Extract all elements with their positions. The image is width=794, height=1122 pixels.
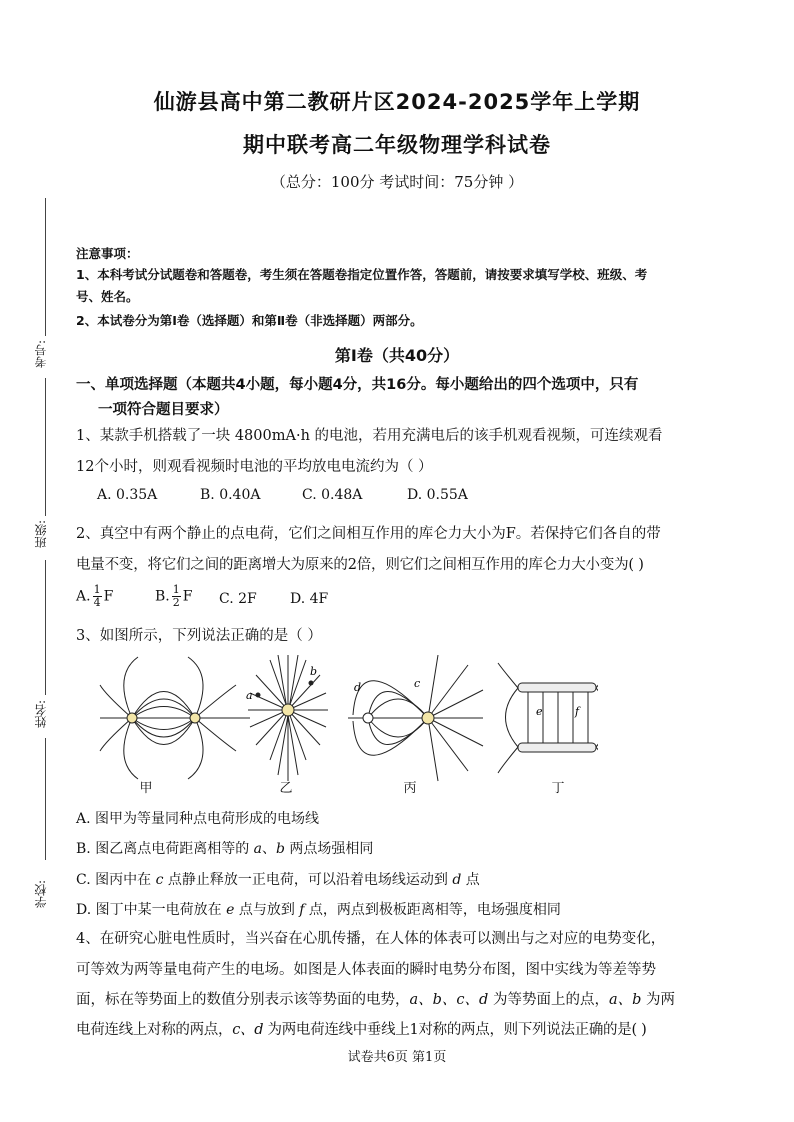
- q2-line2: 电量不变，将它们之间的距离增大为原来的2倍，则它们之间相互作用的库仑力大小变为( ): [76, 557, 644, 573]
- var: f: [299, 902, 305, 918]
- text: 点静止释放一正电荷，可以沿着电场线运动到: [163, 872, 453, 888]
- part1-heading-a: 一、单项选择题（本题共4小题，每小题4分，共16分。每小题给出的四个选项中，只有: [76, 377, 639, 393]
- q1-option-b: B. 0.40A: [200, 487, 261, 503]
- text: B. 图乙离点电荷距离相等的: [76, 841, 254, 857]
- name-label: 姓名:: [34, 700, 48, 729]
- q4-line4: [76, 1018, 726, 1039]
- exam-subtitle: （总分：100分 考试时间：75分钟 ）: [270, 173, 524, 191]
- q2-option-d: D. 4F: [290, 591, 329, 607]
- page-footer: 试卷共6页 第1页: [347, 1050, 447, 1065]
- text: 为两: [641, 992, 675, 1008]
- figure-label-ding: 丁: [551, 781, 565, 796]
- figure-jia: [100, 657, 250, 779]
- point-a-label: a: [246, 689, 253, 702]
- q3-option-a: A. 图甲为等量同种点电荷形成的电场线: [76, 811, 320, 827]
- text: 为两电荷连线中垂线上1对称的两点，则下列说法正确的是( ): [263, 1022, 647, 1038]
- option-unit: F: [182, 588, 193, 605]
- text: 、: [262, 841, 276, 857]
- binding-line: [45, 560, 46, 695]
- var: a、b、c、d: [409, 992, 489, 1008]
- school-label: 学校:: [34, 880, 48, 909]
- section-title: 第Ⅰ卷（共40分）: [334, 346, 460, 365]
- var: c、d: [232, 1022, 264, 1038]
- q1-option-a: A. 0.35A: [97, 487, 158, 503]
- binding-line: [45, 738, 46, 860]
- exam-title-line1: 仙游县高中第二教研片区2024-2025学年上学期: [153, 90, 641, 114]
- q3-figures: [98, 655, 598, 785]
- figure-bing: [348, 655, 483, 781]
- q2-option-c: C. 2F: [219, 591, 257, 607]
- point-f-label: f: [575, 705, 580, 718]
- binding-line: [45, 378, 46, 516]
- text: 面，标在等势面上的数值分别表示该等势面的电势，: [76, 992, 410, 1008]
- point-b-label: b: [310, 665, 318, 678]
- notice-item-1a: 1、本科考试分试题卷和答题卷，考生须在答题卷指定位置作答，答题前，请按要求填写学校、班级、考: [76, 267, 648, 282]
- exam-title-line2: 期中联考高二年级物理学科试卷: [243, 133, 551, 157]
- text: 电荷连线上对称的两点，: [76, 1022, 233, 1038]
- denominator: 2: [172, 596, 180, 609]
- option-prefix: A.: [76, 588, 91, 605]
- q1-option-c: C. 0.48A: [302, 487, 363, 503]
- notice-item-1b: 号、姓名。: [76, 289, 139, 304]
- figure-label-yi: 乙: [279, 781, 293, 796]
- point-c-label: c: [414, 677, 421, 690]
- option-prefix: B.: [155, 588, 170, 605]
- point-d-label: d: [354, 681, 362, 694]
- numerator: 1: [172, 583, 180, 596]
- q1-option-d: D. 0.55A: [407, 487, 468, 503]
- q4-line2: 可等效为两等量电荷产生的电场。如图是人体表面的瞬时电势分布图，图中实线为等差等势: [76, 962, 656, 978]
- fraction: [172, 584, 181, 609]
- text: 点，两点到极板距离相等，电场强度相同: [304, 902, 561, 918]
- q3-option-c: [76, 869, 480, 889]
- point-e-label: e: [536, 705, 543, 718]
- q4-line3: [76, 988, 726, 1009]
- exam-number-label: 考号:: [34, 340, 48, 369]
- q1-line2: 12个小时，则观看视频时电池的平均放电电流约为（ ）: [76, 459, 433, 475]
- q3-stem: 3、如图所示，下列说法正确的是（ ）: [76, 628, 322, 644]
- part1-heading-b: 一项符合题目要求）: [98, 402, 229, 418]
- var: a: [253, 841, 262, 857]
- class-label: 班级:: [34, 520, 48, 549]
- figure-label-jia: 甲: [139, 781, 153, 796]
- text: 点: [461, 872, 480, 888]
- text: D. 图丁中某一电荷放在: [76, 902, 227, 918]
- q2-option-a: [76, 584, 113, 609]
- q1-line1: 1、某款手机搭载了一块 4800mA·h 的电池，若用充满电后的该手机观看视频，可连续观看: [76, 428, 663, 444]
- binding-line: [45, 198, 46, 336]
- figure-ding: [498, 663, 598, 773]
- text: 两点场强相同: [284, 841, 374, 857]
- q4-line1: 4、在研究心脏电性质时，当兴奋在心肌传播，在人体的体表可以测出与之对应的电势变化，: [76, 931, 666, 947]
- var: c: [155, 872, 164, 888]
- var: e: [226, 902, 235, 918]
- q3-option-b: [76, 838, 373, 858]
- var: b: [276, 841, 285, 857]
- q3-option-d: [76, 899, 561, 919]
- text: C. 图丙中在: [76, 872, 156, 888]
- option-unit: F: [103, 588, 114, 605]
- text: 为等势面上的点，: [488, 992, 609, 1008]
- q2-option-b: [155, 584, 192, 609]
- denominator: 4: [93, 596, 101, 609]
- var: a、b: [608, 992, 642, 1008]
- numerator: 1: [93, 583, 101, 596]
- figure-label-bing: 丙: [403, 781, 417, 796]
- q2-line1: 2、真空中有两个静止的点电荷，它们之间相互作用的库仑力大小为F。若保持它们各自的带: [76, 526, 661, 542]
- fraction: [93, 584, 102, 609]
- var: d: [452, 872, 462, 888]
- notice-heading: 注意事项：: [76, 246, 139, 261]
- notice-item-2: 2、本试卷分为第Ⅰ卷（选择题）和第Ⅱ卷（非选择题）两部分。: [76, 313, 423, 328]
- text: 点与放到: [234, 902, 300, 918]
